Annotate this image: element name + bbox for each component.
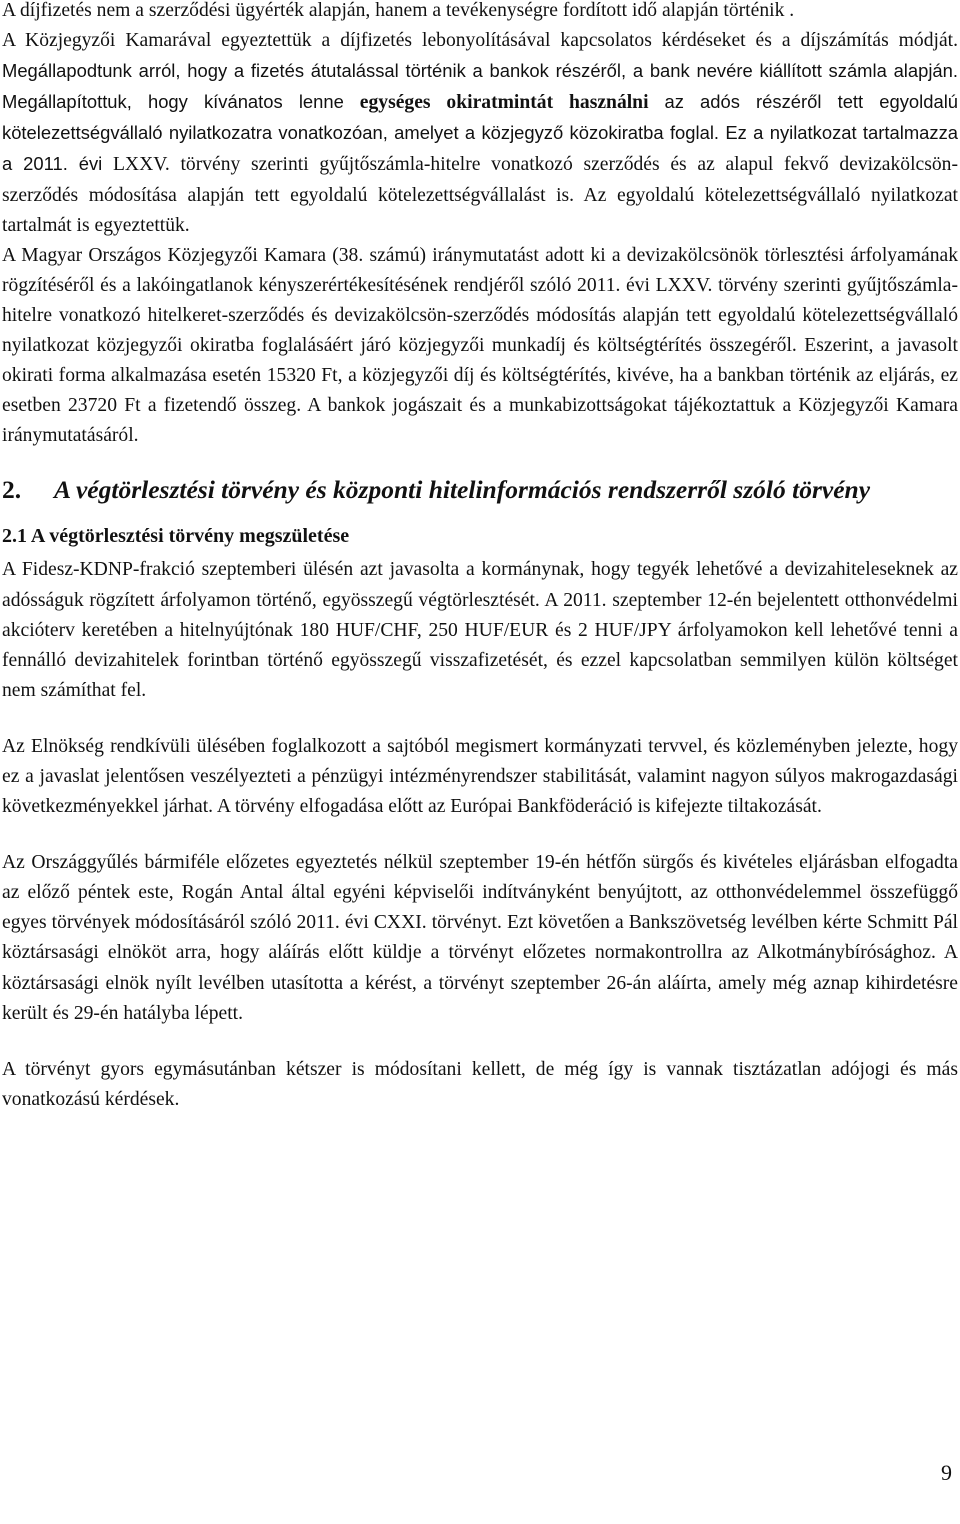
paragraph-gap — [2, 822, 958, 848]
body-paragraph-2: Az Elnökség rendkívüli ülésében foglalkozott a sajtóból megismert kormányzati tervvel, és közleményben jelezte, hogy ez a javaslat jelentősen veszélyezteti a pénzügyi intézményrendszer stabilitását, valamint nagyon súlyos makrogazdasági következményekkel járhat. A törvény elfogadása előtt az Európai Bankföderáció is kifejezte tiltakozását. — [2, 735, 958, 818]
body-paragraph-3: Az Országgyűlés bármiféle előzetes egyeztetés nélkül szeptember 19-én hétfőn sürgős és kivételes eljárásban elfogadta az előző péntek este, Rogán Antal által egyéni képviselői indítványként benyújtott, az otthonvédelemmel összefüggő egyes törvények módosításáról szóló 2011. évi CXXI. törvényt. Ezt követően a Bankszövetség levélben kérte Schmitt Pál köztársasági elnököt arra, hogy aláírás előtt küldje a törvényt előzetes normakontrollra az Alkotmánybírósághoz. A köztársasági elnök nyílt levélben utasította a kérést, a törvényt szeptember 26-án aláírta, amely még aznap kihirdetésre került és 29-én hatályba lépett. — [2, 852, 958, 1024]
intro-bold-phrase: egységes okiratmintát használni — [359, 92, 649, 114]
section-heading — [2, 473, 958, 507]
page-number: 9 — [941, 1460, 952, 1485]
intro-text-2a: A Közjegyzői Kamarával egyeztettük a díjfizetés lebonyolításával kapcsolatos kérdéseket és a díjszámítás módját. — [2, 30, 958, 52]
intro-text-2c: Megállapítottuk, hogy kívánatos lenne — [2, 91, 344, 113]
body-paragraph-1: A Fidesz-KDNP-frakció szeptemberi ülésén azt javasolta a kormánynak, hogy tegyék lehetővé a devizahiteleseknek az adósságuk rögzített árfolyamon történő, egyösszegű végtörlesztését. A 2011. szeptember 12-én bejelentett otthonvédelmi akcióterv keretében a hitelnyújtónak 180 HUF/CHF, 250 HUF/EUR és 2 HUF/JPY árfolyamokon kell lehetővé tenni a fennálló devizahitelek forintban történő egyösszegű visszafizetését, és ezzel kapcsolatban semmilyen külön költséget nem számíthat fel. — [2, 559, 958, 701]
paragraph-gap — [2, 706, 958, 732]
intro-paragraph-3 — [2, 241, 958, 452]
intro-paragraph-1 — [2, 0, 958, 26]
intro-text-2e: LXXV. törvény szerinti gyűjtőszámla-hitelre vonatkozó szerződés és az alapul fekvő devizakölcsön-szerződés módosítása alapján tett egyoldalú kötelezettségvállalást is. Az egyoldalú kötelezettségvállaló nyilatkozat tartalmát is egyeztettük. — [2, 154, 958, 236]
intro-text-3: A Magyar Országos Közjegyzői Kamara (38. számú) iránymutatást adott ki a devizakölcsönök törlesztési árfolyamának rögzítéséről és a lakóingatlanok kényszerértékesítésének rendjéről szóló 2011. évi LXXV. törvény szerinti gyűjtőszámla-hitelre vonatkozó hitelkeret-szerződés és devizakölcsön-szerződés módosítás alapján tett egyoldalú kötelezettségvállaló nyilatkozat közjegyzői okiratba foglalásáért járó közjegyzői munkadíj és költségtérítés összegéről. Eszerint, a javasolt okirati forma alkalmazása esetén 15320 Ft, a közjegyzői díj és költségtérítés, kivéve, ha a bankban történik az eljárás, ez esetben 23720 Ft a fizetendő összeg. A bankok jogászait és a munkabizottságokat tájékoztattuk a Közjegyzői Kamara iránymutatásáról. — [2, 244, 958, 447]
section-number: 2. — [2, 475, 22, 505]
body-paragraph-4: A törvényt gyors egymásutánban kétszer is módosítani kellett, de még így is vannak tisztázatlan adójogi és más vonatkozású kérdések. — [2, 1058, 958, 1110]
section-title: A végtörlesztési törvény és központi hitelinformációs rendszerről szóló törvény — [54, 475, 871, 505]
intro-text-1: A díjfizetés nem a szerződési ügyérték alapján, hanem a tevékenységre fordított idő alapján történik . — [2, 0, 795, 21]
intro-paragraph-2 — [2, 26, 958, 241]
intro-text-2b: Megállapodtunk arról, hogy a fizetés átutalással történik a bankok részéről, a bank nevére kiállított számla alapján. — [2, 60, 958, 82]
paragraph-gap — [2, 1029, 958, 1055]
subsection-heading: 2.1 A végtörlesztési törvény megszületése — [2, 525, 350, 548]
intro-text-2d: az adós részéről tett egyoldalú kötelezettségvállaló nyilatkozatra vonatkozóan, amelyet a közjegyző közokiratba foglal. Ez a nyilatkozat tartalmazza a 2011. évi — [2, 91, 959, 175]
